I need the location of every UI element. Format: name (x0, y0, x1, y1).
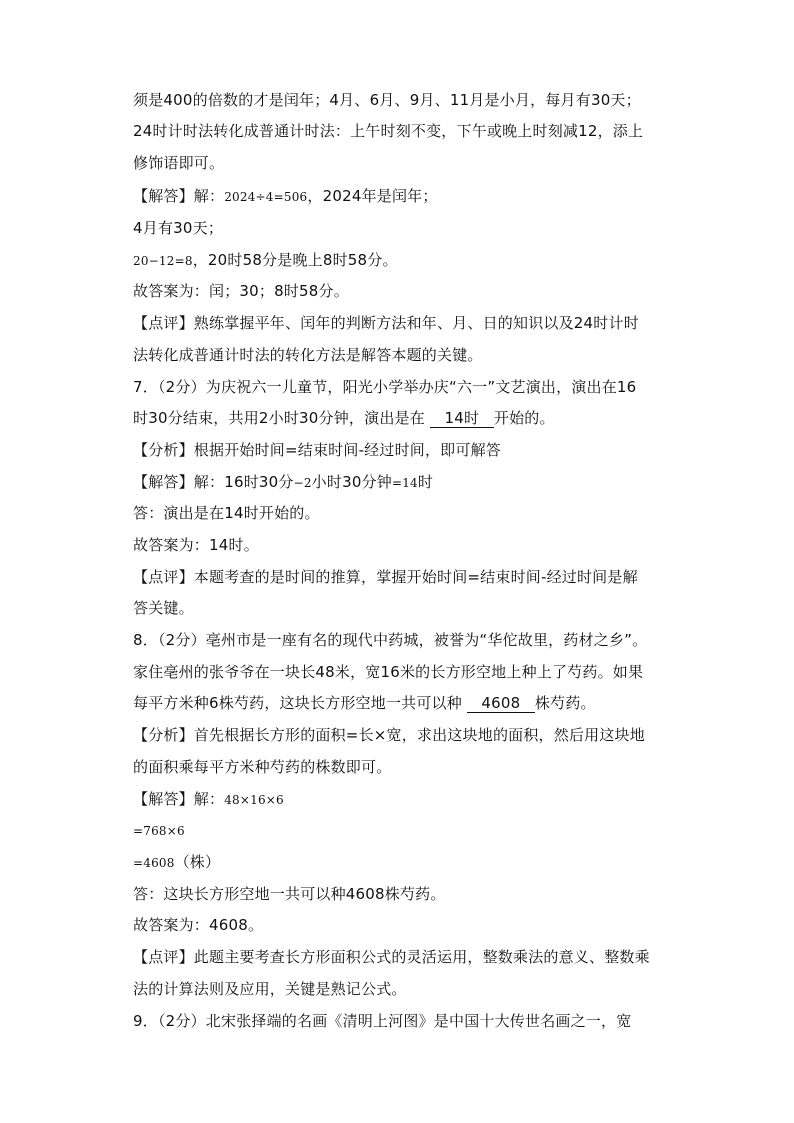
equation: =14 (391, 476, 418, 490)
text-span: 小时30分钟 (311, 473, 392, 491)
equation-line (133, 852, 220, 873)
equation: 2024÷4=506 (224, 190, 308, 204)
answer-blank: 4608 (467, 694, 535, 713)
equation-line (133, 820, 185, 841)
equation-line (133, 250, 398, 271)
answer-label: 【解答】解：16时30分 (133, 473, 294, 491)
text-line: 修饰语即可。 (133, 154, 225, 172)
answer-line (133, 789, 284, 810)
text-line: 【分析】根据开始时间=结束时间-经过时间，即可解答 (133, 441, 501, 459)
text-span: （株） (174, 853, 221, 871)
answer-line (133, 472, 433, 493)
text-span: ，20时58分是晚上8时58分。 (192, 251, 398, 269)
equation: 20−12=8 (133, 254, 193, 268)
question-7: 7．（2分）为庆祝六一儿童节，阳光小学举办庆“六一”文艺演出，演出在16 (133, 378, 637, 396)
text-line: 故答案为：4608。 (133, 916, 264, 934)
text-span: 株芍药。 (534, 694, 596, 712)
text-line: 答：演出是在14时开始的。 (133, 504, 320, 522)
text-span: 每平方米种6株芍药，这块长方形空地一共可以种 (133, 694, 467, 712)
text-line: 4月有30天； (133, 219, 224, 237)
question-line (133, 693, 596, 713)
text-line: 答关键。 (133, 599, 194, 617)
equation: 48×16×6 (224, 793, 284, 807)
text-span: 时30分结束，共用2小时30分钟，演出是在 (133, 409, 430, 427)
text-line: 【点评】熟练掌握平年、闰年的判断方法和年、月、日的知识以及24时计时 (133, 314, 639, 332)
text-line: 【点评】此题主要考查长方形面积公式的灵活运用，整数乘法的意义、整数乘 (133, 948, 650, 966)
text-line: 的面积乘每平方米种芍药的株数即可。 (133, 758, 392, 776)
text-span: 开始的。 (493, 409, 555, 427)
answer-label: 【解答】解： (133, 187, 225, 205)
answer-label: 【解答】解： (133, 790, 225, 808)
equation: =4608 (133, 856, 175, 870)
text-span: 时 (417, 473, 434, 491)
text-line: 故答案为：闰；30；8时58分。 (133, 282, 349, 300)
equation: −2 (293, 476, 312, 490)
question-8: 8．（2分）亳州市是一座有名的现代中药城，被誉为“华佗故里，药材之乡”。 (133, 631, 648, 649)
text-line: 答：这块长方形空地一共可以种4608株芍药。 (133, 885, 446, 903)
text-line: 故答案为：14时。 (133, 536, 259, 554)
question-line (133, 408, 555, 428)
text-span: ，2024年是闰年； (307, 187, 438, 205)
text-line: 24时计时法转化成普通计时法：上午时刻不变，下午或晚上时刻减12，添上 (133, 122, 644, 140)
text-line: 法的计算法则及应用，关键是熟记公式。 (133, 980, 407, 998)
text-line: 须是400的倍数的才是闰年；4月、6月、9月、11月是小月，每月有30天； (133, 91, 641, 109)
text-line: 法转化成普通计时法的转化方法是解答本题的关键。 (133, 346, 483, 364)
answer-blank: 14时 (430, 409, 494, 428)
answer-line (133, 186, 438, 207)
equation: =768×6 (133, 824, 185, 838)
text-line: 【点评】本题考查的是时间的推算，掌握开始时间=结束时间-经过时间是解 (133, 568, 638, 586)
question-9: 9．（2分）北宋张择端的名画《清明上河图》是中国十大传世名画之一，宽 (133, 1012, 632, 1030)
text-line: 家住亳州的张爷爷在一块长48米，宽16米的长方形空地上种上了芍药。如果 (133, 663, 644, 681)
text-line: 【分析】首先根据长方形的面积=长×宽，求出这块地的面积，然后用这块地 (133, 726, 645, 744)
